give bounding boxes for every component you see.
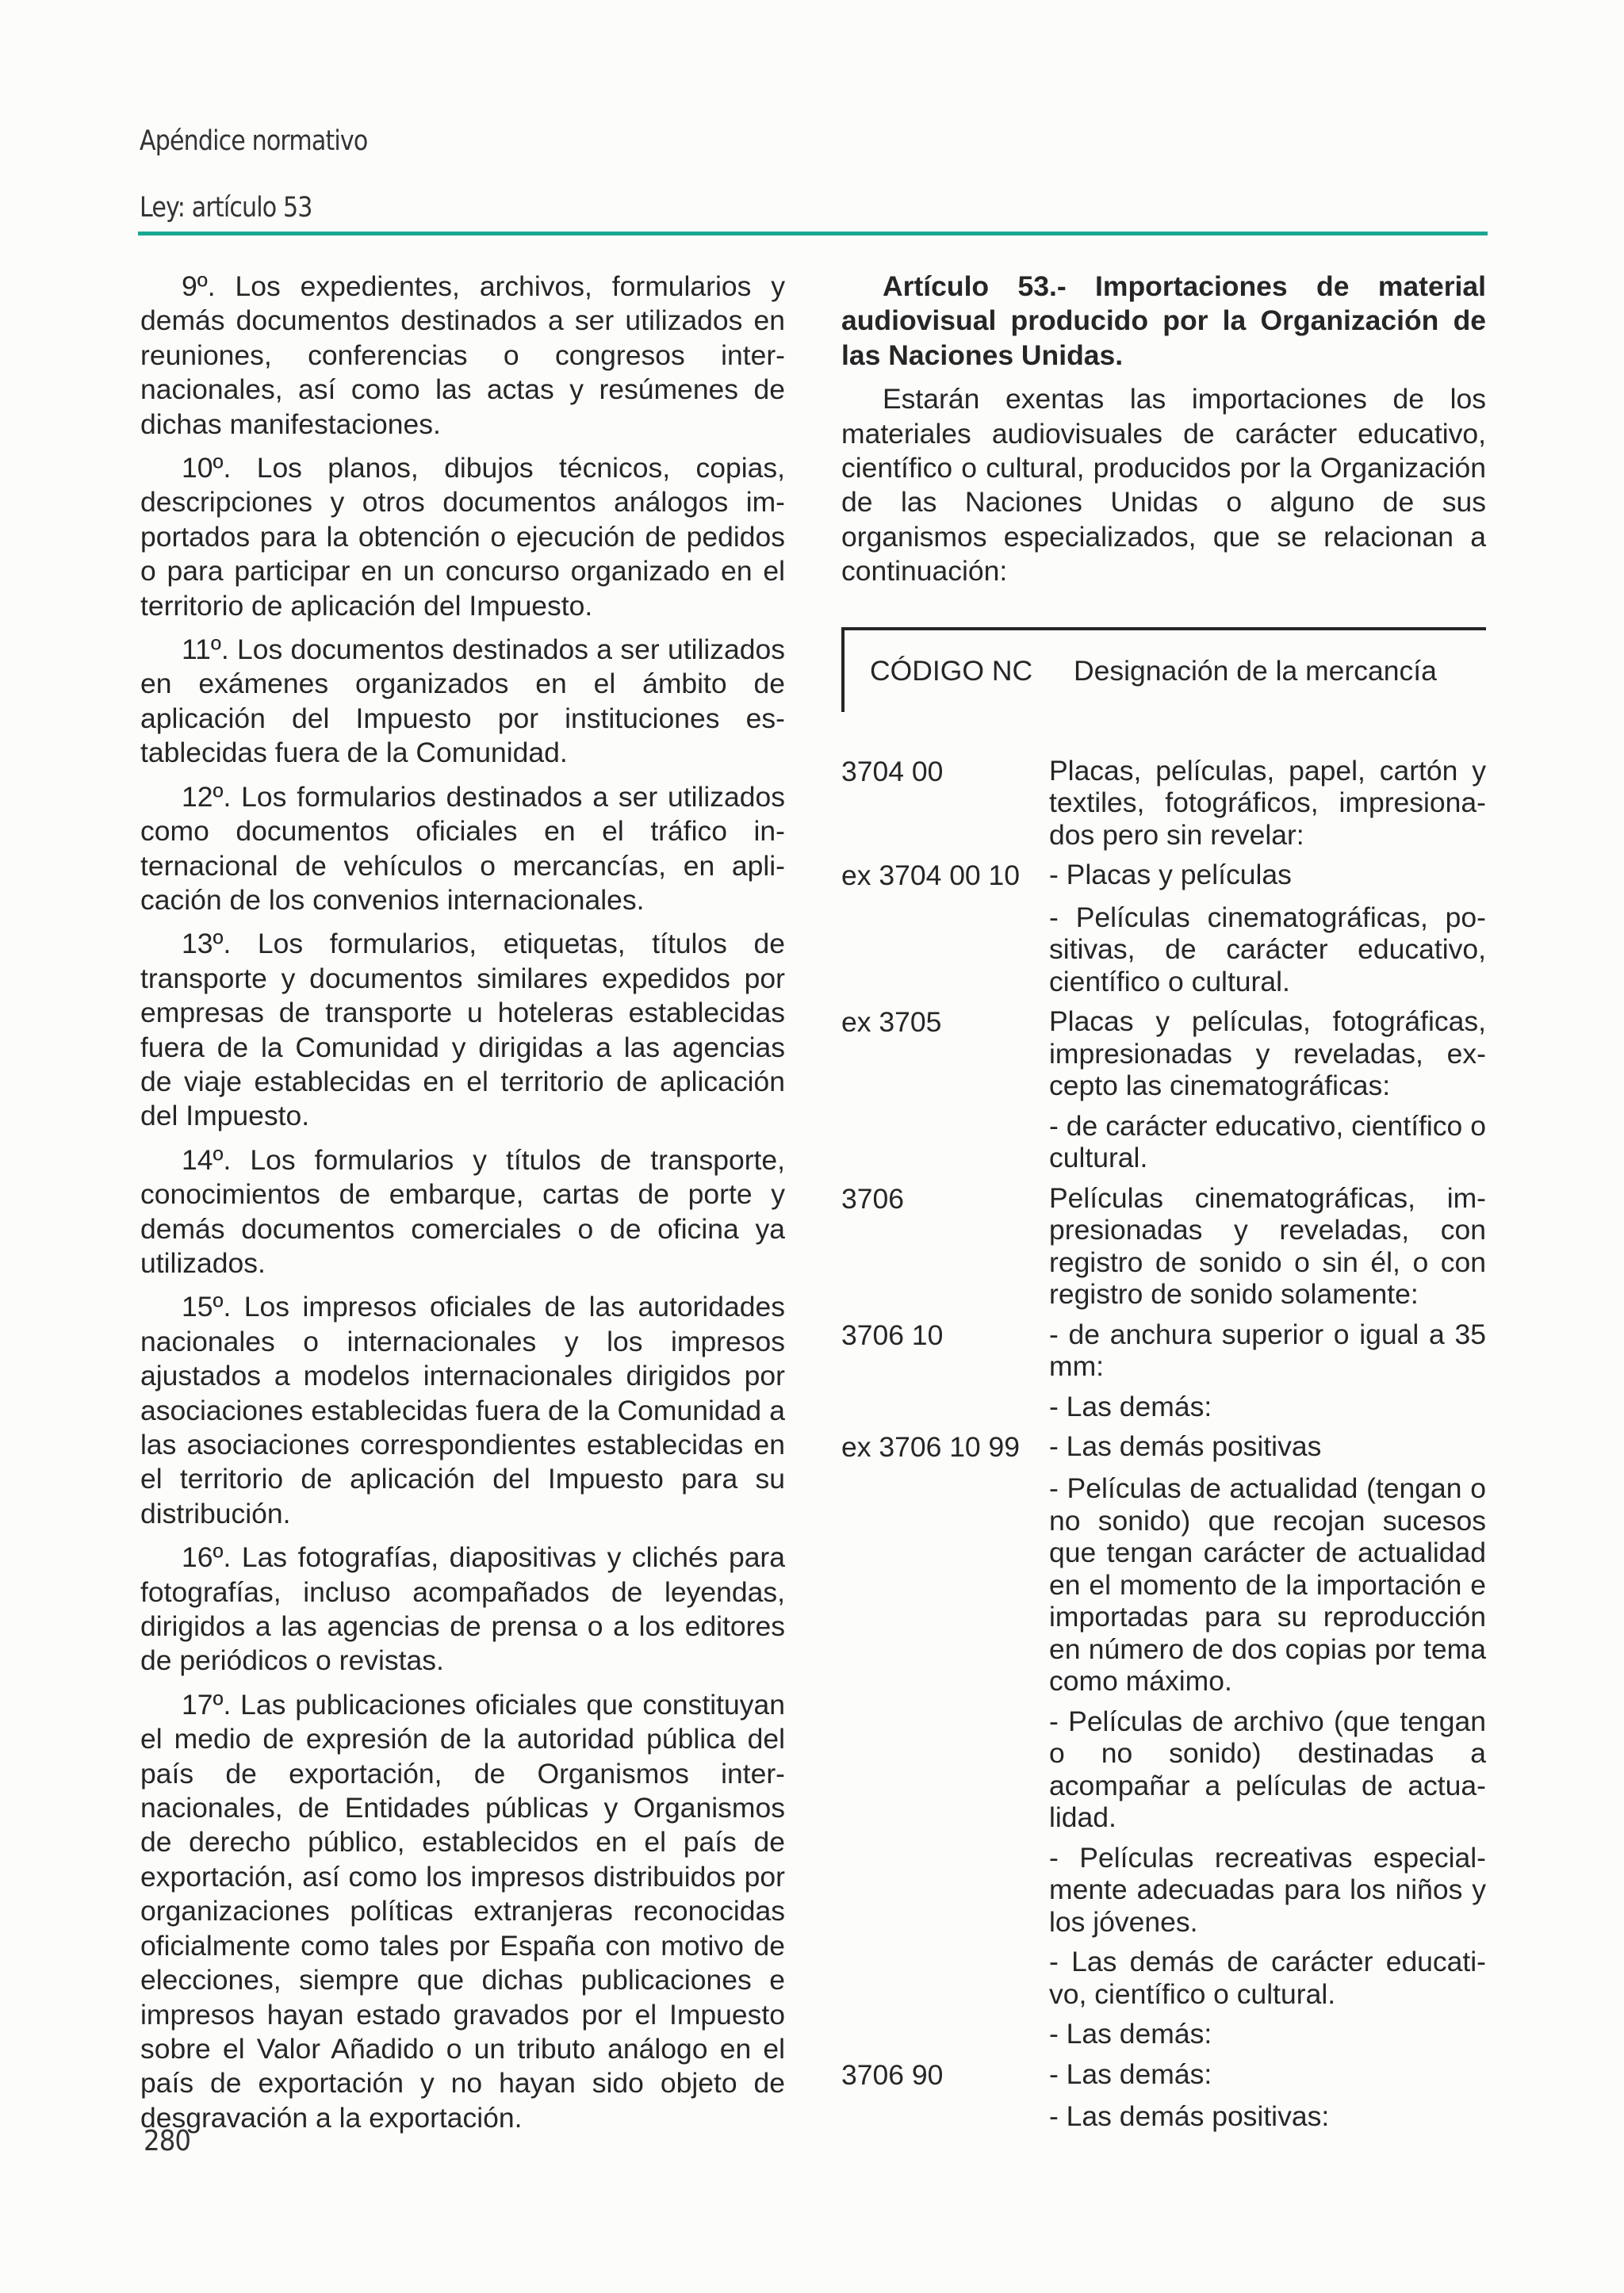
table-body bbox=[841, 755, 1486, 2133]
row-code: 3706 90 bbox=[841, 2058, 944, 2091]
row-description: - Las demás positivas: bbox=[1049, 2100, 1330, 2133]
paragraph-17: 17º. Las publicaciones oficiales que constituyan el medio de expresión de la autoridad pública del país de exportación, de Organismos internacionales, de Entidades públicas y Organismos de derecho público, establecidos en el país de exportación, así como los impresos distribuidos por organizaciones políticas extranjeras reconocidas oficialmente como tales por España con motivo de elecciones, siempre que dichas publicaciones e impresos hayan estado gravados por el Impuesto sobre el Valor Añadido o un tributo análogo en el país de exportación y no hayan sido objeto de desgravación a la exportación. bbox=[140, 1688, 785, 2134]
table-header bbox=[841, 627, 1486, 712]
row-code: 3706 bbox=[841, 1182, 904, 1215]
running-header-section: Apéndice normativo bbox=[140, 125, 368, 157]
row-code: ex 3705 bbox=[841, 1006, 942, 1039]
row-description: Placas, películas, papel, cartón y textiles, fotográficos, impresionados pero sin revelar: bbox=[1049, 754, 1486, 851]
row-description: Placas y películas, fotográficas, impresionadas y reveladas, excepto las cinematográficas: bbox=[1049, 1005, 1486, 1102]
article-title: Artículo 53.- Importaciones de material audiovisual producido por la Organización de las Naciones Unidas. bbox=[841, 270, 1486, 371]
column-header-description: Designación de la mercancía bbox=[1074, 654, 1437, 687]
page-number: 280 bbox=[144, 2125, 191, 2157]
paragraph-14: 14º. Los formularios y títulos de transporte, conocimientos de embarque, cartas de porte y demás documentos comerciales o de oficina ya utilizados. bbox=[140, 1143, 785, 1279]
row-description: - de anchura superior o igual a 35 mm: bbox=[1049, 1318, 1486, 1383]
table-row bbox=[841, 1319, 1486, 1383]
row-description: - Películas de actualidad (tengan o no sonido) que recojan sucesos que tengan carácter de actualidad en el momento de la importación e importadas para su reproducción en número de dos copias por tema como máximo. bbox=[1049, 1472, 1486, 1698]
right-column bbox=[841, 270, 1486, 2141]
row-description: - Películas de archivo (que tengan o no sonido) destinadas a acompañar a películas de actualidad. bbox=[1049, 1705, 1486, 1834]
row-description: - Películas recreativas especialmente adecuadas para los niños y los jóvenes. bbox=[1049, 1841, 1486, 1938]
article-body: Estarán exentas las importaciones de los materiales audiovisuales de carácter educativo, científico o cultural, producidos por la Organización de las Naciones Unidas o alguno de sus organismos especializados, que se relacionan a continuación: bbox=[841, 383, 1486, 588]
row-description: - de carácter educativo, científico o cultural. bbox=[1049, 1109, 1486, 1174]
paragraph-12: 12º. Los formularios destinados a ser utilizados como documentos oficiales en el tráfico internacional de vehículos o mercancías, en aplicación de los convenios internacionales. bbox=[140, 780, 785, 916]
table-row bbox=[841, 1430, 1486, 1464]
table-row bbox=[841, 1005, 1486, 1102]
row-description: Películas cinematográficas, impresionadas y reveladas, con registro de sonido o sin él, o con registro de sonido solamente: bbox=[1049, 1181, 1486, 1311]
table-row bbox=[841, 859, 1486, 893]
paragraph-15: 15º. Los impresos oficiales de las autoridades nacionales o internacionales y los impresos ajustados a modelos internacionales dirigidos por asociaciones establecidas fuera de la Comunidad a las asociaciones correspondientes establecidas en el territorio de aplicación del Impuesto para su distribución. bbox=[140, 1291, 785, 1529]
table-row bbox=[841, 1705, 1486, 1834]
paragraph-9: 9º. Los expedientes, archivos, formularios y demás documentos destinados a ser utilizados en reuniones, conferencias o congresos internacionales, así como las actas y resúmenes de dichas manifestaciones. bbox=[140, 270, 785, 440]
row-description: - Las demás de carácter educativo, científico o cultural. bbox=[1049, 1946, 1486, 2010]
table-row bbox=[841, 2100, 1486, 2133]
paragraph-16: 16º. Las fotografías, diapositivas y clichés para fotografías, incluso acompañados de leyendas, dirigidos a las agencias de prensa o a los editores de periódicos o revistas. bbox=[140, 1541, 785, 1677]
table-row bbox=[841, 1946, 1486, 2010]
paragraph-10: 10º. Los planos, dibujos técnicos, copias, descripciones y otros documentos análogos importados para la obtención o ejecución de pedidos o para participar en un concurso organizado en el territorio de aplicación del Impuesto. bbox=[140, 452, 785, 622]
row-description: - Las demás: bbox=[1049, 1390, 1212, 1422]
table-row bbox=[841, 902, 1486, 998]
table-row bbox=[841, 1110, 1486, 1174]
row-description: - Películas cinematográficas, positivas, de carácter educativo, científico o cultural. bbox=[1049, 901, 1486, 997]
row-code: 3706 10 bbox=[841, 1319, 944, 1351]
table-row bbox=[841, 1842, 1486, 1939]
row-code: ex 3704 00 10 bbox=[841, 859, 1021, 892]
row-description: - Las demás: bbox=[1049, 2018, 1212, 2050]
running-header-article: Ley: artículo 53 bbox=[140, 192, 312, 224]
row-description: - Las demás positivas bbox=[1049, 1430, 1322, 1463]
row-description: - Placas y películas bbox=[1049, 859, 1292, 891]
left-column bbox=[140, 270, 785, 2145]
table-row bbox=[841, 755, 1486, 852]
row-description: - Las demás: bbox=[1049, 2058, 1212, 2090]
table-row bbox=[841, 1472, 1486, 1698]
header-rule bbox=[138, 232, 1488, 235]
column-header-code: CÓDIGO NC bbox=[870, 654, 1033, 687]
paragraph-11: 11º. Los documentos destinados a ser utilizados en exámenes organizados en el ámbito de aplicación del Impuesto por instituciones establecidas fuera de la Comunidad. bbox=[140, 634, 785, 769]
row-code: 3704 00 bbox=[841, 755, 944, 787]
table-row bbox=[841, 1182, 1486, 1311]
table-row bbox=[841, 2018, 1486, 2050]
row-code: ex 3706 10 99 bbox=[841, 1431, 1021, 1464]
table-row bbox=[841, 2058, 1486, 2092]
paragraph-13: 13º. Los formularios, etiquetas, títulos de transporte y documentos similares expedidos por empresas de transporte u hoteleras establecidas fuera de la Comunidad y dirigidas a las agencias de viaje establecidas en el territorio de aplicación del Impuesto. bbox=[140, 928, 785, 1132]
table-row bbox=[841, 1391, 1486, 1423]
